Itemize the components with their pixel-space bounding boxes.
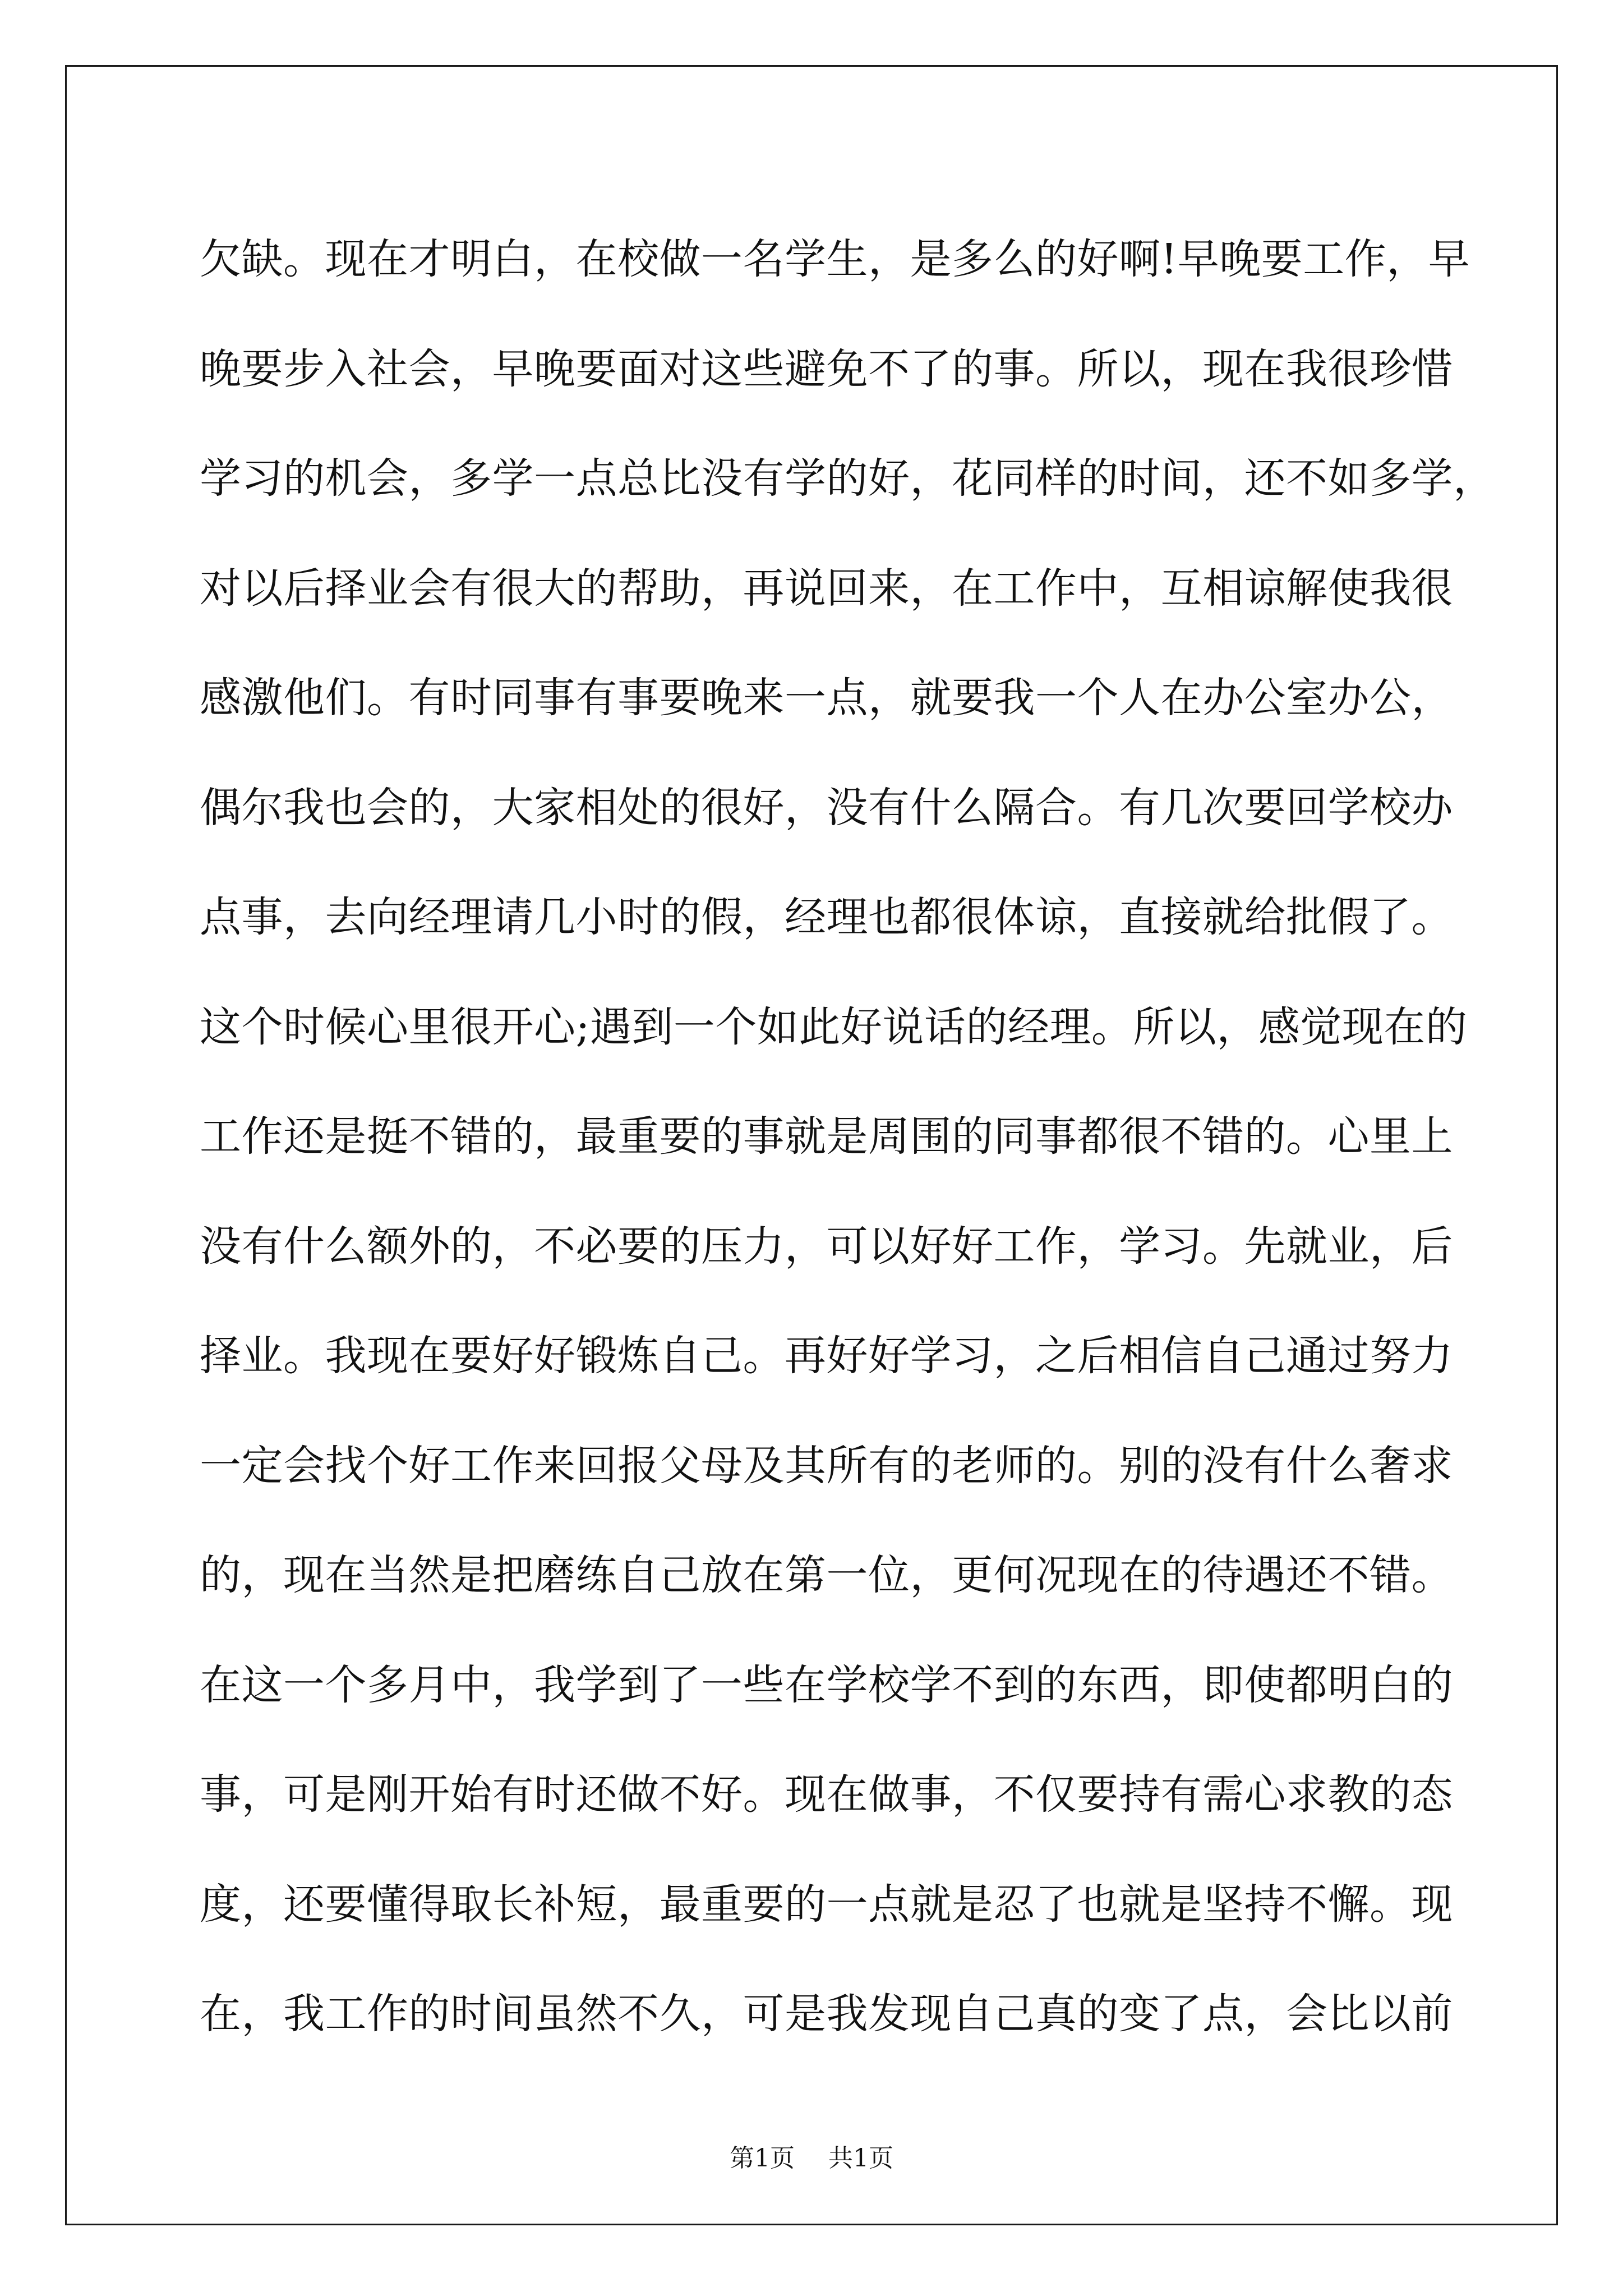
text-line: 偶尔我也会的，大家相处的很好，没有什么隔合。有几次要回学校办 <box>200 783 1453 832</box>
text-line: 感激他们。有时同事有事要晚来一点，就要我一个人在办公室办公， <box>200 674 1453 722</box>
text-line: 点事，去向经理请几小时的假，经理也都很体谅，直接就给批假了。 <box>200 893 1453 941</box>
text-line: 对以后择业会有很大的帮助，再说回来，在工作中，互相谅解使我很 <box>200 564 1453 613</box>
text-line: 欠缺。现在才明白，在校做一名学生，是多么的好啊!早晚要工作，早 <box>200 235 1470 283</box>
text-line: 学习的机会，多学一点总比没有学的好，花同样的时间，还不如多学， <box>200 454 1495 503</box>
text-line: 择业。我现在要好好锻炼自己。再好好学习，之后相信自己通过努力 <box>200 1332 1453 1380</box>
text-line: 的，现在当然是把磨练自己放在第一位，更何况现在的待遇还不错。 <box>200 1551 1453 1599</box>
text-line: 没有什么额外的，不必要的压力，可以好好工作，学习。先就业，后 <box>200 1222 1453 1271</box>
text-line: 在这一个多月中，我学到了一些在学校学不到的东西，即使都明白的 <box>200 1660 1453 1709</box>
page-number: 第1页 <box>730 2144 795 2173</box>
page-count: 共1页 <box>828 2144 893 2173</box>
text-line: 在，我工作的时间虽然不久，可是我发现自己真的变了点，会比以前 <box>200 1990 1453 2038</box>
document-body <box>200 205 1495 2069</box>
text-line: 工作还是挺不错的，最重要的事就是周围的同事都很不错的。心里上 <box>200 1112 1453 1161</box>
text-line: 晚要步入社会，早晚要面对这些避免不了的事。所以，现在我很珍惜 <box>200 344 1453 393</box>
text-line: 这个时候心里很开心;遇到一个如此好说话的经理。所以，感觉现在的 <box>200 1002 1468 1051</box>
text-line: 一定会找个好工作来回报父母及其所有的老师的。别的没有什么奢求 <box>200 1441 1453 1490</box>
text-line: 事，可是刚开始有时还做不好。现在做事，不仅要持有需心求教的态 <box>200 1770 1453 1819</box>
text-line: 度，还要懂得取长补短，最重要的一点就是忍了也就是坚持不懈。现 <box>200 1880 1453 1929</box>
page-footer <box>0 2142 1623 2175</box>
